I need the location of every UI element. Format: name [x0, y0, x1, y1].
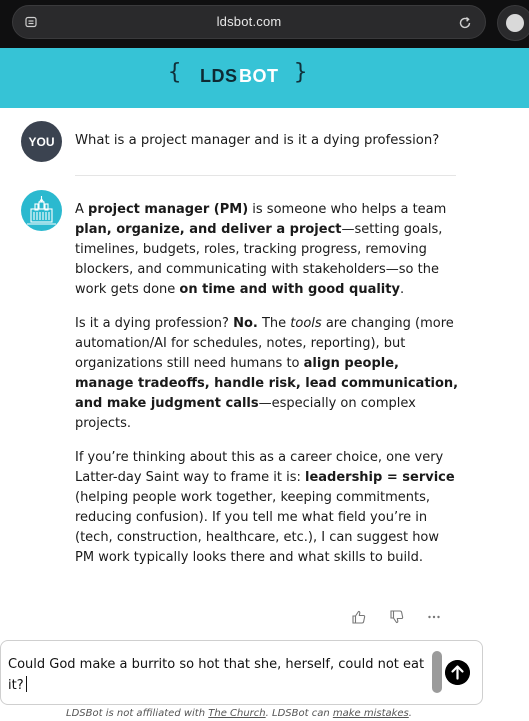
profile-button[interactable] — [497, 5, 529, 41]
bold-run: leadership = service — [304, 470, 455, 485]
bot-message — [75, 200, 460, 582]
bot-paragraph — [75, 448, 460, 568]
user-avatar: YOU — [21, 121, 62, 162]
church-link[interactable]: The Church — [208, 708, 266, 719]
brand-name-bot: BOT — [239, 66, 279, 86]
bold-run: align people, manage tradeoffs, handle risk, lead communication, and make judgment calls — [75, 356, 459, 411]
text-run: LDSBot is not affiliated with — [66, 708, 209, 719]
message-divider — [75, 175, 456, 176]
brace-left: { — [168, 60, 182, 85]
message-actions — [0, 609, 529, 625]
temple-icon — [21, 190, 62, 231]
text-run: . LDSBot can — [265, 708, 333, 719]
text-run: Is it a dying profession? — [75, 316, 234, 331]
user-message-text: What is a project manager and is it a dying profession? — [75, 133, 440, 148]
send-button[interactable] — [445, 660, 470, 685]
thumbs-down-icon[interactable] — [389, 609, 405, 625]
text-run: are changing (more automation/AI for schedules, notes, reporting), but organizations still need humans to — [75, 316, 454, 371]
text-caret — [26, 676, 27, 692]
text-run: . — [399, 282, 405, 297]
text-run: —especially on complex projects. — [75, 396, 416, 431]
bold-run: No. — [233, 316, 258, 331]
bot-paragraph — [75, 314, 460, 434]
bold-run: plan, organize, and deliver a project — [75, 222, 342, 237]
brace-right: } — [294, 60, 308, 85]
browser-toolbar — [0, 0, 529, 48]
text-run: . — [408, 708, 412, 719]
bot-paragraph — [75, 200, 460, 300]
mistakes-link[interactable]: make mistakes — [332, 708, 409, 719]
bold-run: project manager (PM) — [88, 202, 249, 217]
text-run: If you’re thinking about this as a career choice, one very Latter-day Saint way to frame it is: — [75, 450, 444, 485]
brand-header — [0, 48, 529, 108]
message-input[interactable] — [0, 640, 483, 705]
text-run: The — [257, 316, 291, 331]
input-value[interactable]: Could God make a burrito so hot that she, herself, could not eat it? — [8, 657, 425, 693]
bold-run: on time and with good quality — [179, 282, 400, 297]
message-input-text[interactable] — [8, 654, 428, 696]
text-run: (helping people work together, keeping commitments, reducing confusion). If you tell me what field you’re in (tech, construction, healthcare, etc.), I can suggest how PM work typically looks there and what skills to build. — [75, 490, 440, 565]
address-bar[interactable] — [12, 5, 486, 39]
brand-name-lds: LDS — [200, 66, 238, 86]
text-run: is someone who helps a team — [248, 202, 447, 217]
input-scrollbar[interactable] — [432, 651, 442, 693]
text-run: A — [75, 202, 89, 217]
italic-run: tools — [290, 316, 322, 331]
reload-icon[interactable] — [457, 15, 473, 31]
text-run: —setting goals, timelines, budgets, roles, tracking progress, removing blockers, and communicating with stakeholders—so the work gets done — [75, 222, 443, 297]
url-text[interactable]: ldsbot.com — [216, 14, 282, 29]
disclaimer — [0, 708, 478, 719]
thumbs-up-icon[interactable] — [351, 609, 367, 625]
bot-avatar — [21, 190, 62, 231]
avatar — [506, 14, 524, 32]
more-icon[interactable] — [426, 609, 442, 625]
